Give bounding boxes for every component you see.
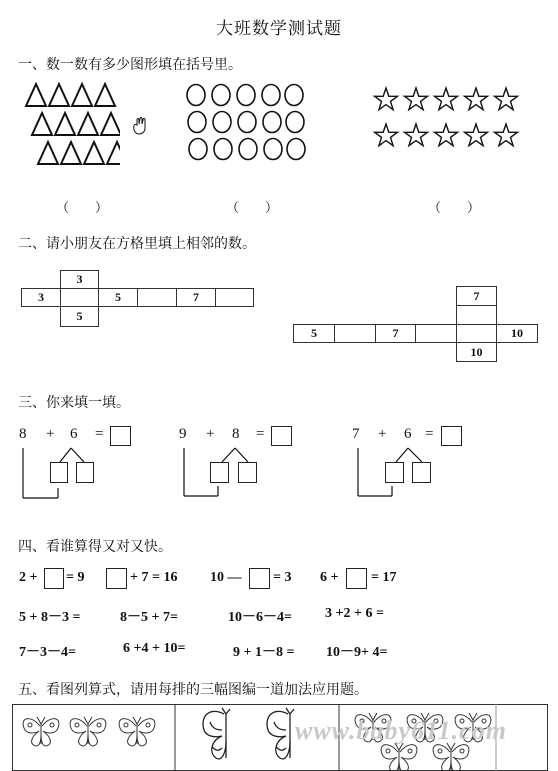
triangles-figure	[20, 80, 120, 170]
answer-box[interactable]	[271, 426, 292, 446]
addend-a: 8	[19, 426, 27, 442]
grid1-cell[interactable]	[60, 288, 99, 307]
section3-heading: 三、你来填一填。	[18, 395, 130, 411]
page-title: 大班数学测试题	[216, 19, 342, 39]
grid1-cell[interactable]: 5	[98, 288, 138, 307]
equation-part: = 17	[371, 570, 397, 585]
equation: 7－3－4=	[19, 645, 76, 660]
grid1-top-cell[interactable]: 3	[60, 270, 99, 289]
equation: 5 + 8－3 =	[19, 610, 81, 625]
equation-part: = 3	[273, 570, 292, 585]
equation: 10－9+ 4=	[326, 645, 388, 660]
blank-box[interactable]	[44, 568, 64, 589]
section4-heading: 四、看谁算得又对又快。	[18, 539, 172, 555]
grid2-cell[interactable]: 10	[496, 324, 538, 343]
equation-part: + 7 = 16	[130, 570, 178, 585]
split-box-right[interactable]	[76, 462, 94, 483]
grid1-cell[interactable]: 3	[21, 288, 61, 307]
equation: 9 + 1－8 =	[233, 645, 295, 660]
answer-box[interactable]	[441, 426, 462, 446]
answer-paren-stars[interactable]: （ ）	[428, 201, 481, 216]
equation-part: 10 —	[210, 570, 242, 585]
stars-figure	[372, 86, 522, 152]
grid1-cell[interactable]: 7	[176, 288, 216, 307]
addend-a: 7	[352, 426, 360, 442]
plus-sign: +	[206, 426, 215, 442]
grid1-cell[interactable]	[215, 288, 254, 307]
grid2-cell[interactable]: 7	[375, 324, 416, 343]
equation-part: 2 +	[19, 570, 38, 585]
equation: 8－5 + 7=	[120, 610, 178, 625]
blank-box[interactable]	[346, 568, 367, 589]
section2-heading: 二、请小朋友在方格里填上相邻的数。	[18, 236, 256, 252]
plus-sign: +	[378, 426, 387, 442]
split-box-left[interactable]	[385, 462, 404, 483]
answer-paren-triangles[interactable]: （ ）	[56, 201, 109, 216]
equals-sign: =	[256, 426, 265, 442]
answer-paren-circles[interactable]: （ ）	[226, 201, 279, 216]
grid2-cell[interactable]	[415, 324, 457, 343]
section1-heading: 一、数一数有多少图形填在括号里。	[18, 57, 242, 73]
watermark: www.baby611.com	[295, 716, 507, 745]
split-box-right[interactable]	[238, 462, 257, 483]
circles-figure	[184, 82, 308, 164]
answer-box[interactable]	[110, 426, 131, 446]
grid1-cell[interactable]	[137, 288, 177, 307]
grid1-bottom-cell[interactable]: 5	[60, 306, 99, 327]
plus-sign: +	[46, 426, 55, 442]
equation: 10－6－4=	[228, 610, 292, 625]
section5-heading: 五、看图列算式，请用每排的三幅图编一道加法应用题。	[18, 682, 368, 698]
blank-box[interactable]	[249, 568, 270, 589]
equals-sign: =	[95, 426, 104, 442]
grid2-top-cell[interactable]: 7	[456, 286, 497, 306]
addend-a: 9	[179, 426, 187, 442]
grid2-cell[interactable]	[456, 305, 497, 325]
split-box-left[interactable]	[210, 462, 229, 483]
grid2-cell[interactable]	[334, 324, 376, 343]
grid2-cell[interactable]: 5	[293, 324, 335, 343]
blank-box[interactable]	[106, 568, 127, 589]
pointing-hand-icon	[130, 116, 150, 136]
equation: 3 +2 + 6 =	[325, 606, 384, 621]
split-box-left[interactable]	[50, 462, 68, 483]
equals-sign: =	[425, 426, 434, 442]
split-box-right[interactable]	[412, 462, 431, 483]
equation: 6 +4 + 10=	[123, 641, 186, 656]
equation-part: = 9	[66, 570, 85, 585]
addend-b: 8	[232, 426, 240, 442]
grid2-bottom-cell[interactable]: 10	[456, 342, 497, 362]
addend-b: 6	[404, 426, 412, 442]
grid2-cell[interactable]	[456, 324, 497, 343]
equation-part: 6 +	[320, 570, 339, 585]
addend-b: 6	[70, 426, 78, 442]
